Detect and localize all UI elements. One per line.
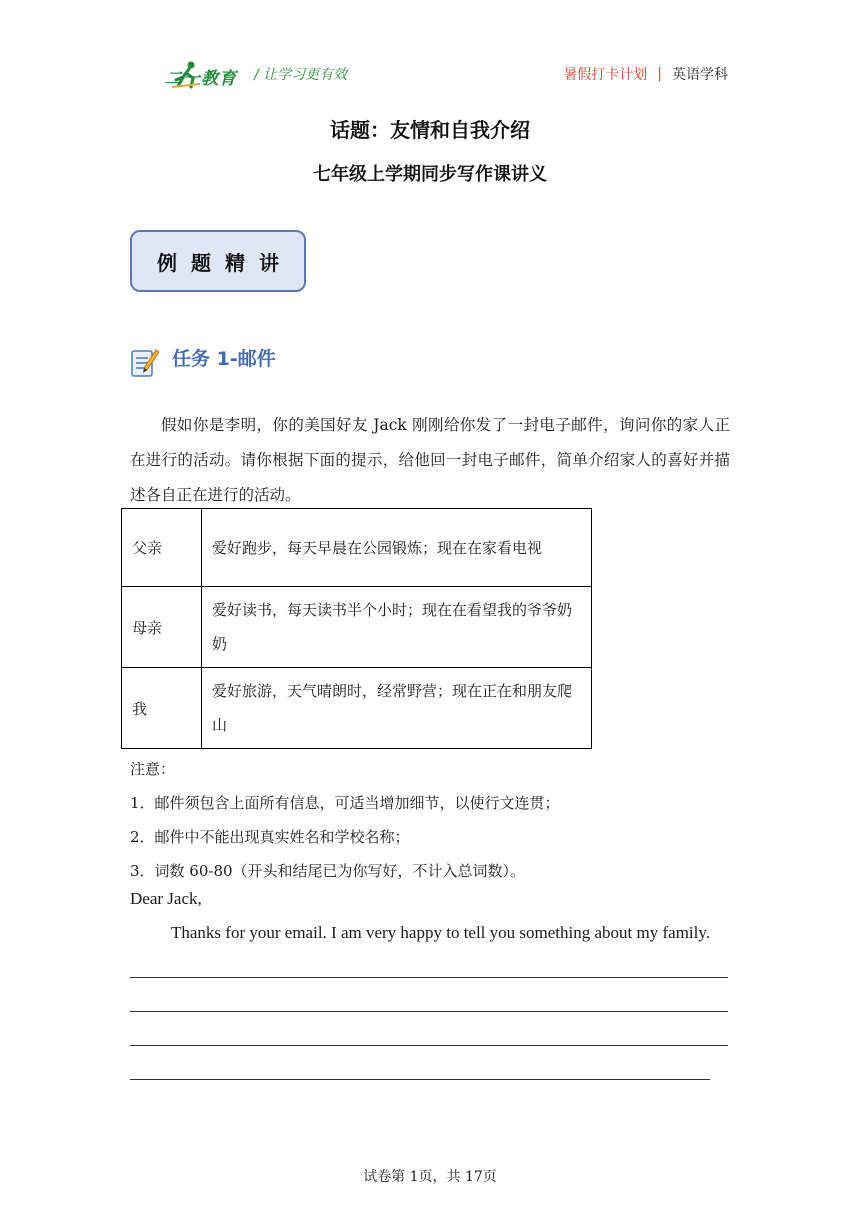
task-heading: 任务 1-邮件 — [172, 348, 276, 370]
header-separator: | — [657, 66, 662, 82]
notepad-pencil-icon — [130, 346, 160, 378]
slogan: / 让学习更有效 — [254, 67, 348, 83]
table-cell-who: 母亲 — [122, 587, 202, 668]
header-subject: 英语学科 — [672, 67, 728, 83]
table-cell-what: 爱好旅游，天气晴朗时，经常野营；现在正在和朋友爬山 — [202, 668, 592, 749]
letter-greeting: Dear Jack, — [130, 889, 202, 908]
table-row — [122, 668, 592, 749]
header-plan: 暑假打卡计划 — [563, 67, 648, 83]
writing-line[interactable] — [130, 977, 728, 978]
letter-opening: Thanks for your email. I am very happy to tell you something about my family. — [171, 923, 711, 942]
task-prompt: 假如你是李明，你的美国好友 Jack 刚刚给你发了一封电子邮件，询问你的家人正在进行的活动。请你根据下面的提示，给他回一封电子邮件，简单介绍家人的喜好并描述各自正在进行的活动。 — [130, 416, 730, 504]
info-table — [121, 508, 592, 749]
page-footer: 试卷第 1页，共 17页 — [363, 1169, 497, 1185]
notes — [130, 752, 740, 888]
header-right — [563, 64, 728, 84]
note-item: 2．邮件中不能出现真实姓名和学校名称； — [130, 828, 410, 846]
page-subtitle: 七年级上学期同步写作课讲义 — [313, 164, 547, 185]
table-cell-what: 爱好读书，每天读书半个小时；现在在看望我的爷爷奶奶 — [202, 587, 592, 668]
logo-text: 二一教育 — [165, 69, 237, 89]
page-title: 话题：友情和自我介绍 — [330, 118, 530, 142]
note-item: 3．词数 60-80（开头和结尾已为你写好，不计入总词数）。 — [130, 862, 526, 880]
table-cell-what: 爱好跑步，每天早晨在公园锻炼；现在在家看电视 — [202, 509, 592, 587]
section-label: 例题精讲 — [157, 250, 293, 275]
section-label-box — [130, 230, 306, 292]
writing-line[interactable] — [130, 1079, 710, 1080]
note-item: 1．邮件须包含上面所有信息，可适当增加细节，以使行文连贯； — [130, 794, 560, 812]
writing-line[interactable] — [130, 1045, 728, 1046]
notes-label: 注意： — [130, 760, 176, 778]
table-cell-who: 父亲 — [122, 509, 202, 587]
table-row — [122, 509, 592, 587]
table-row — [122, 587, 592, 668]
table-cell-who: 我 — [122, 668, 202, 749]
writing-line[interactable] — [130, 1011, 728, 1012]
